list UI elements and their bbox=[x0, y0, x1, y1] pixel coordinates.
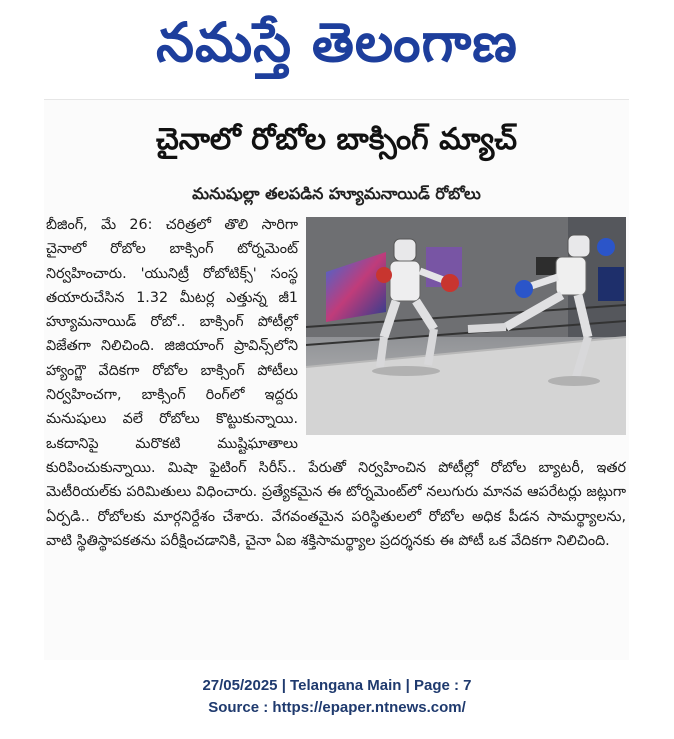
article-body-text: బీజింగ్, మే 26: చరిత్రలో తొలి సారిగా చైనాలో రోబోల బాక్సింగ్ టోర్నమెంట్ నిర్వహించారు. 'యునిట్రీ రోబోటిక్స్' సంస్థ తయారుచేసిన 1.32 మీటర్ల ఎత్తున్న జీ1 హ్యూమనాయిడ్ రోబో.. బాక్సింగ్ పోటీల్లో విజేతగా నిలిచింది. జిజియాంగ్ ప్రావిన్స్‌లోని హ్యాంగ్జౌ వేదికగా రోబోల బాక్సింగ్ పోటీలు నిర్వహించగా, బాక్సింగ్ రింగ్‌లో ఇద్దరు మనుషులు వలే రోబోలు కొట్టుకున్నాయి. ఒకదానిపై మరొకటి ముష్టిఘాతాలు కురిపించుకున్నాయి. మిషా ఫైటింగ్ సిరీస్.. పేరుతో నిర్వహించిన పోటీల్లో రోబోల బ్యాటరీ, ఇతర మెటీరియల్‌కు పరిమితులు విధించారు. ప్రత్యేకమైన ఈ టోర్నమెంట్‌లో నలుగురు మానవ ఆపరేటర్లు జట్లుగా ఏర్పడి.. రోబోలకు మార్గనిర్దేశం చేశారు. వేగవంతమైన పరిస్థితులలో రోబోల అధిక పీడన సామర్థ్యాలను, వాటి స్థితిస్థాపకతను పరీక్షించడానికి, చైనా ఏఐ శక్తిసామర్థ్యాల ప్రదర్శనకు ఈ పోటీ ఒక వేదికగా నిలిచింది. bbox=[46, 217, 626, 549]
article-subheadline: మనుషుల్లా తలపడిన హ్యూమనాయిడ్ రోబోలు bbox=[192, 184, 481, 203]
article-clipping bbox=[44, 99, 629, 660]
article-body bbox=[46, 213, 626, 553]
article-photo bbox=[306, 217, 626, 435]
masthead-title: నమస్తే తెలంగాణ bbox=[156, 11, 518, 74]
article-headline: చైనాలో రోబోల బాక్సింగ్ మ్యాచ్ bbox=[155, 122, 518, 157]
footer-source: Source : https://epaper.ntnews.com/ bbox=[208, 699, 466, 716]
newspaper-masthead bbox=[0, 4, 674, 82]
footer-date-edition: 27/05/2025 | Telangana Main | Page : 7 bbox=[202, 677, 472, 694]
robot-boxing-photo bbox=[306, 217, 626, 435]
